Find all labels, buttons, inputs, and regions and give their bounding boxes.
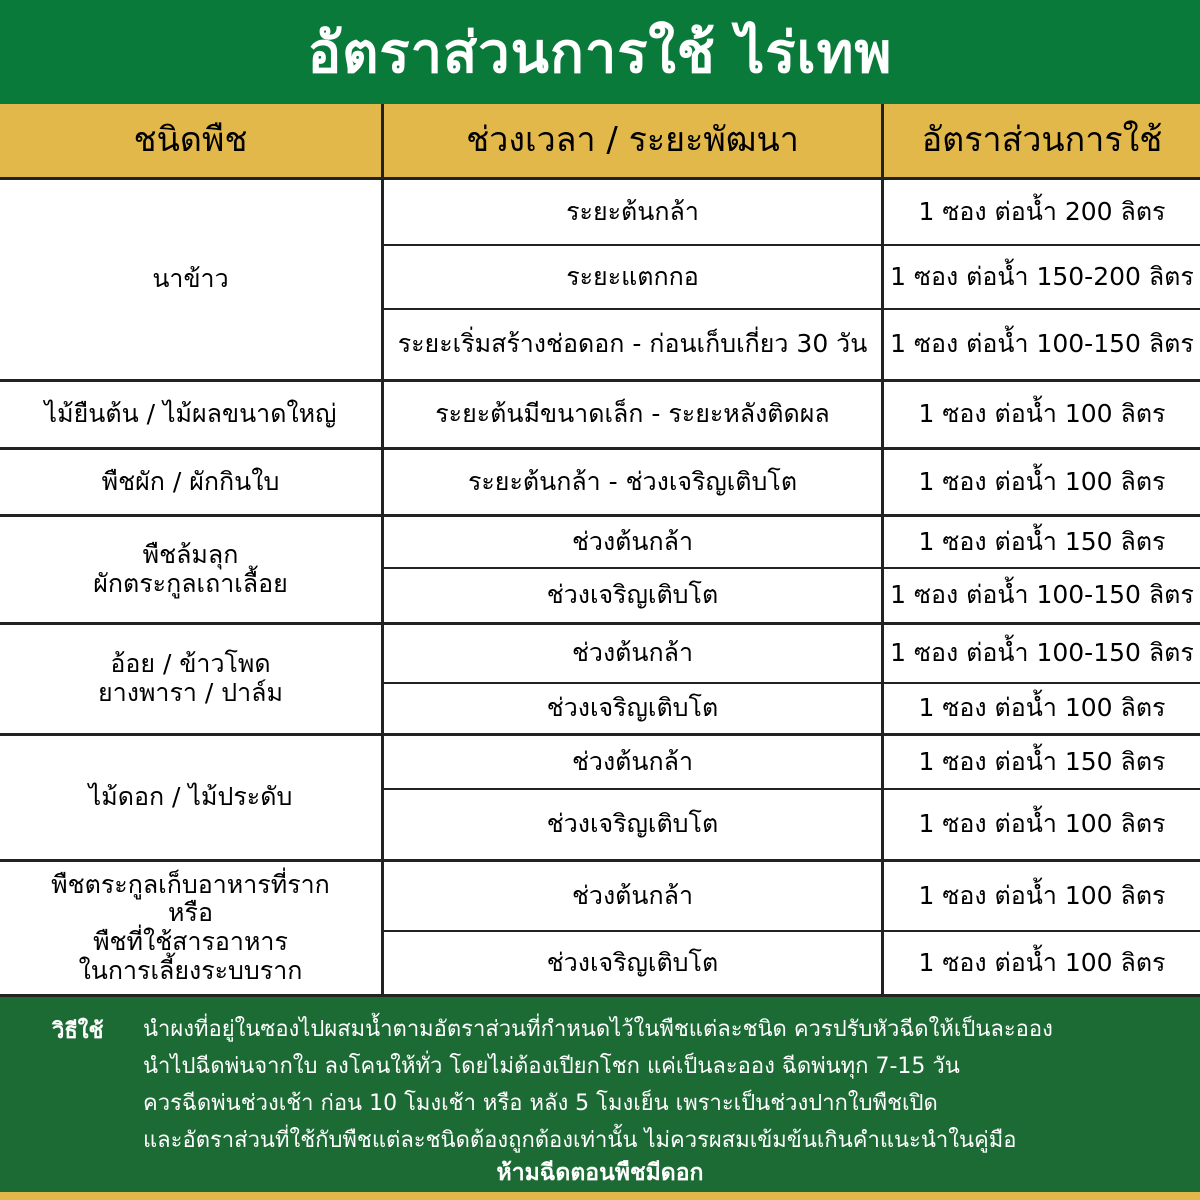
crop-cell-vegetables: พืชผัก / ผักกินใบ (0, 450, 384, 517)
stage-cell: ช่วงต้นกล้า (384, 862, 884, 932)
column-header-rate: อัตราส่วนการใช้ (884, 104, 1200, 180)
rate-cell: 1 ซอง ต่อน้ำ 100 ลิตร (884, 684, 1200, 736)
stage-cell: ช่วงต้นกล้า (384, 625, 884, 684)
crop-line: พืชตระกูลเก็บอาหารที่ราก (51, 869, 330, 899)
stage-cell: ช่วงต้นกล้า (384, 517, 884, 569)
crop-line: อ้อย / ข้าวโพด (110, 649, 271, 679)
stage-cell: ระยะแตกกอ (384, 246, 884, 310)
stage-cell: ช่วงเจริญเติบโต (384, 569, 884, 625)
rate-cell: 1 ซอง ต่อน้ำ 150 ลิตร (884, 736, 1200, 790)
instructions-text (143, 1011, 1183, 1159)
usage-rate-table (0, 104, 1200, 994)
instruction-line: ควรฉีดพ่นช่วงเช้า ก่อน 10 โมงเช้า หรือ หลัง 5 โมงเย็น เพราะเป็นช่วงปากใบพืชเปิด (143, 1091, 938, 1116)
rate-cell: 1 ซอง ต่อน้ำ 200 ลิตร (884, 180, 1200, 246)
instruction-line: นำไปฉีดพ่นจากใบ ลงโคนให้ทั่ว โดยไม่ต้องเปียกโชก แค่เป็นละออง ฉีดพ่นทุก 7-15 วัน (143, 1054, 960, 1079)
stage-cell: ระยะต้นกล้า (384, 180, 884, 246)
instructions-label: วิธีใช้ (52, 1019, 104, 1044)
instruction-line: และอัตราส่วนที่ใช้กับพืชแต่ละชนิดต้องถูกต้องเท่านั้น ไม่ควรผสมเข้มข้นเกินคำแนะนำในคู่มือ (143, 1128, 1017, 1153)
crop-line: หรือ (168, 898, 213, 928)
warning-text: ห้ามฉีดตอนพืชมีดอก (496, 1160, 704, 1186)
instructions-panel (0, 994, 1200, 1200)
rate-cell: 1 ซอง ต่อน้ำ 150 ลิตร (884, 517, 1200, 569)
crop-line: พืชล้มลุก (142, 539, 239, 569)
stage-cell: ช่วงเจริญเติบโต (384, 790, 884, 862)
crop-cell-field-crops (0, 625, 384, 736)
crop-cell-root-crops (0, 862, 384, 994)
crop-line: ในการเลี้ยงระบบราก (78, 955, 303, 985)
column-header-crop: ชนิดพืช (0, 104, 384, 180)
bottom-divider (0, 1192, 1200, 1200)
rate-cell: 1 ซอง ต่อน้ำ 100 ลิตร (884, 932, 1200, 994)
crop-cell-perennial: ไม้ยืนต้น / ไม้ผลขนาดใหญ่ (0, 382, 384, 450)
stage-cell: ระยะต้นมีขนาดเล็ก - ระยะหลังติดผล (384, 382, 884, 450)
stage-cell: ช่วงต้นกล้า (384, 736, 884, 790)
crop-cell-ornamental: ไม้ดอก / ไม้ประดับ (0, 736, 384, 862)
rate-cell: 1 ซอง ต่อน้ำ 150-200 ลิตร (884, 246, 1200, 310)
rate-cell: 1 ซอง ต่อน้ำ 100-150 ลิตร (884, 310, 1200, 382)
crop-line: ผักตระกูลเถาเลื้อย (93, 568, 288, 598)
instruction-line: นำผงที่อยู่ในซองไปผสมน้ำตามอัตราส่วนที่กำหนดไว้ในพืชแต่ละชนิด ควรปรับหัวฉีดให้เป็นละออง (143, 1017, 1053, 1042)
rate-cell: 1 ซอง ต่อน้ำ 100-150 ลิตร (884, 625, 1200, 684)
stage-cell: ระยะต้นกล้า - ช่วงเจริญเติบโต (384, 450, 884, 517)
crop-cell-annuals (0, 517, 384, 625)
stage-cell: ช่วงเจริญเติบโต (384, 684, 884, 736)
stage-cell: ระยะเริ่มสร้างช่อดอก - ก่อนเก็บเกี่ยว 30 วัน (384, 310, 884, 382)
rate-cell: 1 ซอง ต่อน้ำ 100 ลิตร (884, 790, 1200, 862)
crop-line: ยางพารา / ปาล์ม (98, 678, 283, 707)
page-title: อัตราส่วนการใช้ ไร่เทพ (0, 0, 1200, 104)
stage-cell: ช่วงเจริญเติบโต (384, 932, 884, 994)
rate-cell: 1 ซอง ต่อน้ำ 100 ลิตร (884, 382, 1200, 450)
rate-cell: 1 ซอง ต่อน้ำ 100 ลิตร (884, 862, 1200, 932)
crop-cell-rice: นาข้าว (0, 180, 384, 382)
column-header-stage: ช่วงเวลา / ระยะพัฒนา (384, 104, 884, 180)
rate-cell: 1 ซอง ต่อน้ำ 100 ลิตร (884, 450, 1200, 517)
rate-cell: 1 ซอง ต่อน้ำ 100-150 ลิตร (884, 569, 1200, 625)
crop-line: พืชที่ใช้สารอาหาร (93, 927, 288, 956)
